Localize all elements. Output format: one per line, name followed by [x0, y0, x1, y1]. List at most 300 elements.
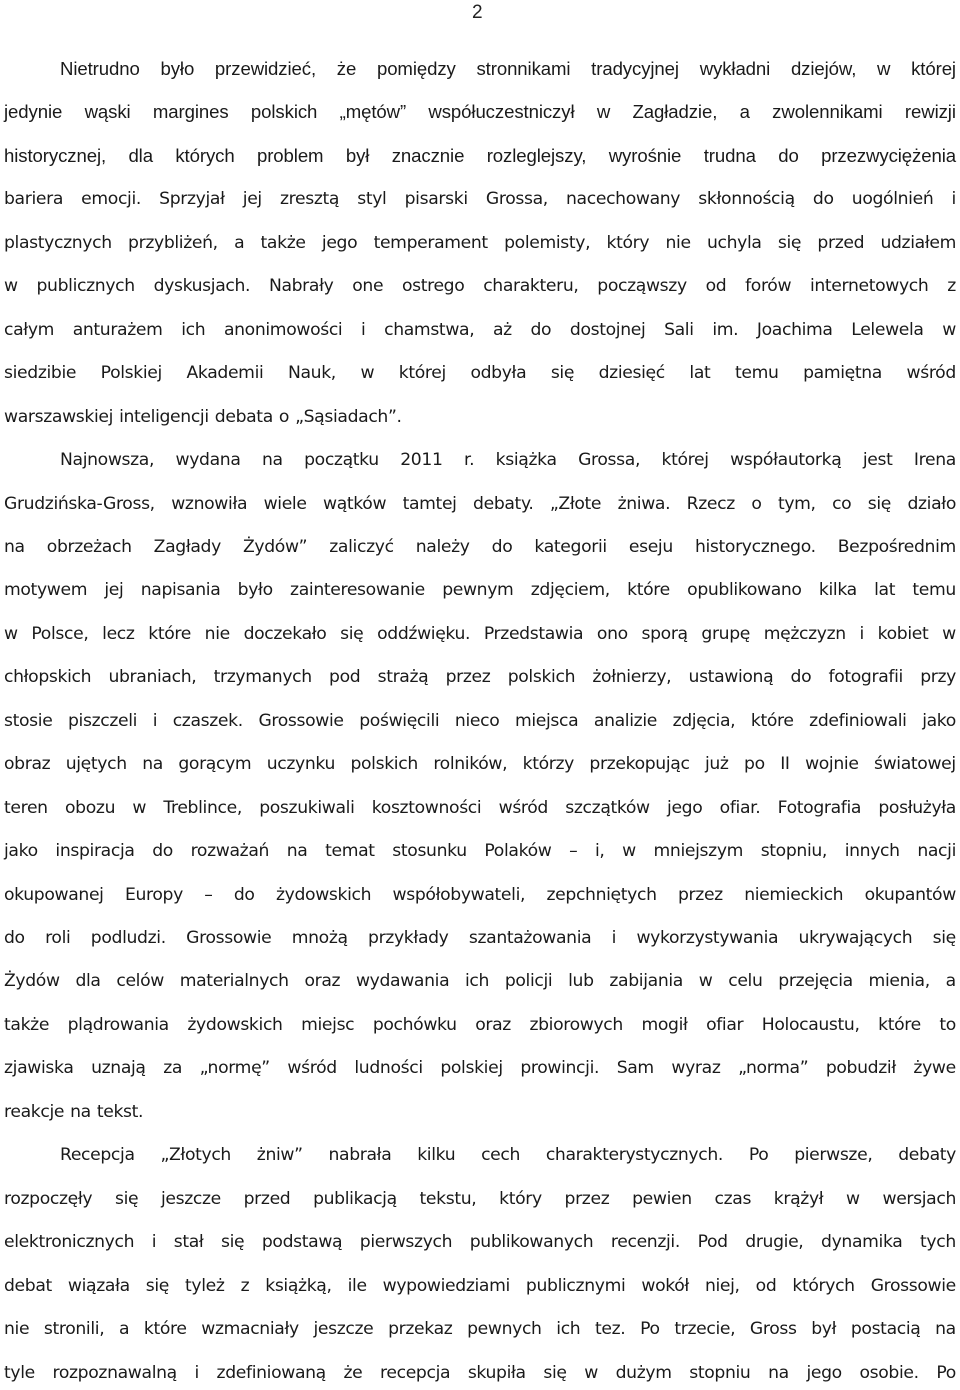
text-line — [4, 622, 956, 646]
word: obozu — [65, 797, 116, 818]
word: Holocaustu, — [761, 1014, 860, 1035]
word: tyleż — [185, 1275, 225, 1296]
page-number: 2 — [472, 2, 483, 23]
word: innych — [844, 841, 900, 862]
word: Zagładzie, — [632, 101, 718, 123]
word: jako — [4, 841, 38, 862]
word: nieco — [454, 710, 500, 731]
word: temperament — [373, 232, 488, 253]
word: temu — [912, 580, 956, 601]
word: przejęcia — [778, 971, 853, 992]
word: kosztowności — [371, 797, 482, 818]
text-line — [4, 926, 956, 950]
word: okupowanej — [4, 884, 104, 905]
word: współobywateli, — [392, 884, 526, 905]
word: charakterystycznych. — [545, 1145, 724, 1166]
word: z — [240, 1275, 250, 1296]
word: Żydów” — [242, 536, 308, 557]
word: obraz — [4, 754, 51, 775]
word: się — [867, 493, 892, 514]
word: przykłady — [368, 928, 449, 948]
word: skupiła — [467, 1362, 526, 1383]
word: zepchniętych — [546, 884, 657, 905]
word: ich — [465, 971, 490, 992]
word: 2011 — [400, 450, 443, 471]
word: zjawiska — [4, 1058, 74, 1079]
word: zdjęciem, — [530, 580, 610, 601]
word: postacią — [850, 1319, 921, 1340]
word: przez — [445, 667, 491, 688]
text-line — [4, 492, 956, 516]
text-line — [4, 839, 956, 863]
word: czas — [714, 1188, 752, 1209]
word: dziejów, — [790, 58, 857, 79]
word: piszczeli — [68, 710, 138, 731]
word: a — [118, 1319, 130, 1340]
word: Sprzyjał — [159, 189, 225, 210]
word: trudna — [703, 144, 756, 166]
word: mnożą — [291, 928, 348, 948]
word: plądrowania — [67, 1014, 169, 1035]
word: podludzi. — [90, 928, 166, 948]
word: lat — [874, 580, 896, 601]
word: w — [942, 623, 956, 644]
word: przed — [243, 1188, 291, 1209]
word: gorącym — [178, 754, 252, 775]
word: one — [352, 276, 384, 297]
word: historycznego. — [694, 536, 816, 557]
word: Europy — [124, 884, 183, 905]
word: udziałem — [880, 232, 956, 253]
word: z — [947, 276, 956, 297]
word: temu — [734, 363, 779, 384]
word: o — [751, 493, 762, 514]
word: był — [345, 144, 370, 166]
word: na — [261, 450, 283, 471]
word: pewien — [632, 1188, 692, 1209]
word: rozleglejszy, — [486, 144, 587, 166]
word: cech — [481, 1145, 521, 1166]
word: którzy — [522, 754, 574, 775]
word: trzymanych — [213, 667, 312, 688]
word: ofiar. — [719, 797, 761, 818]
word: Grudzińska-Gross, — [4, 493, 155, 514]
word: kilka — [818, 580, 857, 601]
word: celu — [728, 971, 763, 992]
word: żywe — [913, 1058, 956, 1079]
word: Zagłady — [153, 536, 221, 557]
word: w — [4, 276, 18, 297]
text-line — [60, 448, 956, 472]
word: materialnych — [179, 971, 289, 992]
word: na — [768, 1362, 789, 1383]
word: plastycznych — [4, 232, 112, 253]
word: uczynku — [266, 754, 336, 775]
word: kobiet — [877, 623, 929, 644]
word: Grossowie — [870, 1275, 956, 1296]
word: uchyla — [706, 232, 762, 253]
word: przezwyciężenia — [821, 144, 956, 166]
text-line — [4, 578, 956, 602]
word: ile — [347, 1275, 367, 1296]
word: Recepcja — [60, 1145, 135, 1166]
word: Rzecz — [686, 493, 735, 514]
word: w — [846, 1188, 860, 1209]
word: lub — [568, 971, 594, 992]
word: przekopując — [589, 754, 690, 775]
word: wątków — [323, 493, 387, 514]
word: pisarski — [404, 189, 468, 210]
word: rozpoznawalną — [52, 1362, 177, 1383]
word: było — [160, 58, 195, 79]
word: po — [744, 754, 765, 775]
word: wznowiła — [171, 493, 248, 514]
word: nie — [4, 1319, 30, 1340]
word: nacji — [917, 841, 956, 862]
word: mężczyzn — [763, 623, 846, 644]
word: które — [750, 710, 794, 731]
word: dużym — [615, 1362, 672, 1383]
word: Nabrały — [268, 276, 334, 297]
word: chamstwa, — [384, 319, 475, 340]
word: drugie, — [745, 1232, 804, 1253]
word: oddźwięku. — [377, 623, 471, 644]
text-line — [4, 1230, 956, 1254]
text-line — [4, 274, 956, 298]
word: ich — [181, 319, 206, 340]
word: jego — [806, 1362, 842, 1383]
word: wśród — [287, 1058, 337, 1079]
word: chłopskich — [4, 667, 92, 688]
word: dyskusjach. — [153, 276, 251, 297]
word: który — [606, 232, 650, 253]
word: forów — [745, 276, 792, 297]
word: ujętych — [65, 754, 127, 775]
word: lecz — [102, 623, 135, 644]
word: ustawioną — [688, 667, 774, 688]
word: krążył — [773, 1188, 824, 1209]
word: i — [611, 928, 617, 948]
word: stał — [173, 1232, 204, 1253]
word: mniejszym — [653, 841, 744, 862]
word: że — [336, 58, 357, 79]
word: internetowych — [809, 276, 929, 297]
word: które — [143, 1319, 187, 1340]
word: emocji. — [81, 189, 142, 210]
word: ono — [596, 623, 628, 644]
word: margines — [152, 101, 229, 123]
word: kilku — [417, 1145, 456, 1166]
word: tekst. — [96, 1101, 144, 1122]
text-line — [60, 1143, 956, 1167]
word: które — [878, 1014, 921, 1035]
text-line — [4, 883, 956, 907]
word: należy — [415, 536, 470, 557]
word: lat — [689, 363, 711, 384]
word: tez. — [595, 1319, 626, 1340]
word: polskich — [350, 754, 418, 775]
word: dla — [128, 144, 153, 166]
word: do — [152, 841, 173, 862]
word: zdefiniowaną — [216, 1362, 326, 1383]
word: rewizji — [904, 101, 956, 123]
word: zaliczyć — [329, 536, 394, 557]
word: strażą — [377, 667, 429, 688]
word: wypowiedziami — [382, 1275, 510, 1296]
word: dziesięć — [598, 363, 665, 384]
word: jeszcze — [160, 1188, 221, 1209]
word: elektronicznych — [4, 1232, 135, 1253]
text-line — [4, 665, 956, 689]
word: żniwa. — [617, 493, 671, 514]
word: zwolennikami — [772, 101, 883, 123]
word: w — [622, 841, 636, 862]
word: „Złote — [549, 493, 602, 514]
word: napisania — [140, 580, 221, 601]
word: jest — [862, 450, 893, 471]
word: poszukiwali — [259, 797, 355, 818]
word: rozpoczęły — [4, 1188, 93, 1209]
word: podstawą — [261, 1232, 343, 1253]
word: szczątków — [565, 797, 650, 818]
word: wydana — [175, 450, 241, 471]
word: zdefiniowali — [809, 710, 907, 731]
word: które — [627, 580, 670, 601]
word: Po — [748, 1145, 769, 1166]
word: w — [877, 58, 891, 79]
word: nie — [665, 232, 691, 253]
word: na — [935, 1319, 956, 1340]
word: zbiorowych — [529, 1014, 623, 1035]
word: – — [569, 841, 578, 862]
word: tych — [920, 1232, 956, 1253]
word: miejsca — [514, 710, 579, 731]
word: Irena — [913, 450, 956, 471]
word: było — [237, 580, 273, 601]
word: Nauk, — [287, 363, 336, 384]
word: które — [148, 623, 191, 644]
word: ludności — [354, 1058, 423, 1079]
word: żołnierzy, — [592, 667, 672, 688]
word: roli — [45, 928, 71, 948]
word: Nietrudno — [60, 58, 140, 79]
word: począwszy — [597, 276, 687, 297]
word: się — [932, 928, 956, 948]
word: się — [340, 623, 364, 644]
word: pomiędzy — [376, 58, 456, 79]
word: jej — [242, 189, 262, 210]
word: uznają — [91, 1058, 146, 1079]
word: się — [777, 232, 802, 253]
word: Polaków — [484, 841, 552, 862]
word: przewidzieć, — [214, 58, 317, 79]
word: wyrośnie — [608, 144, 682, 166]
word: Pod — [697, 1232, 728, 1253]
word: zabijania — [609, 971, 683, 992]
word: przekaz — [388, 1319, 453, 1340]
word: w — [584, 1362, 598, 1383]
word: współautorką — [730, 450, 842, 471]
text-line — [4, 709, 956, 733]
word: w — [132, 797, 147, 818]
word: inteligencji — [119, 406, 209, 427]
word: tym, — [777, 493, 816, 514]
word: sporą — [641, 623, 688, 644]
word: dostojnej — [569, 319, 646, 340]
word: wśród — [906, 363, 956, 384]
word: Sam — [616, 1058, 654, 1079]
word: anturażem — [72, 319, 163, 340]
word: że — [343, 1362, 363, 1383]
text-line — [4, 1361, 956, 1385]
word: pewnym — [442, 580, 514, 601]
word: „normę” — [199, 1058, 270, 1079]
word: aż — [492, 319, 512, 340]
word: i — [152, 710, 158, 731]
text-line — [4, 1274, 956, 1298]
word: i, — [594, 841, 605, 862]
word: Polskiej — [100, 363, 162, 384]
text-line — [4, 796, 956, 820]
word: także — [4, 1014, 50, 1035]
word: w — [596, 101, 611, 123]
word: debaty — [898, 1145, 956, 1166]
word: inspiracja — [55, 841, 135, 862]
word: pobudził — [825, 1058, 896, 1079]
word: Po — [640, 1319, 660, 1340]
word: jego — [321, 232, 358, 253]
text-line — [4, 752, 956, 776]
text-line — [60, 57, 956, 81]
word: polskiej — [440, 1058, 503, 1079]
text-line — [4, 535, 956, 559]
word: od — [755, 1275, 777, 1296]
word: nacechowany — [566, 189, 681, 210]
text-line — [4, 361, 956, 385]
word: publikowanych — [469, 1232, 594, 1253]
word: polskich — [250, 101, 318, 123]
word: „Sąsiadach”. — [295, 406, 402, 427]
word: debata — [214, 406, 273, 427]
word: Akademii — [186, 363, 264, 384]
text-line — [4, 1187, 956, 1211]
word: Grossowie — [258, 710, 344, 731]
word: styl — [357, 189, 387, 210]
word: im. — [712, 319, 739, 340]
word: reakcje — [4, 1101, 65, 1122]
text-line — [4, 969, 956, 993]
word: także — [260, 232, 306, 253]
word: odbyła — [470, 363, 527, 384]
word: w — [4, 623, 18, 644]
word: wykorzystywania — [636, 928, 779, 948]
word: której — [398, 363, 446, 384]
text-line — [4, 231, 956, 255]
word: do — [790, 667, 812, 688]
word: których — [175, 144, 235, 166]
word: przed — [817, 232, 865, 253]
word: niemieckich — [744, 884, 844, 905]
word: na — [142, 754, 163, 775]
word: Przedstawia — [483, 623, 584, 644]
word: mienia, — [868, 971, 930, 992]
word: i — [859, 623, 864, 644]
word: osobie. — [859, 1362, 919, 1383]
word: historycznej, — [4, 144, 107, 166]
word: Joachima — [756, 319, 833, 340]
word: opublikowano — [687, 580, 802, 601]
word: bariera — [4, 189, 64, 210]
text-line — [4, 318, 956, 342]
word: problem — [256, 144, 324, 166]
word: których — [792, 1275, 855, 1296]
word: był — [811, 1319, 837, 1340]
word: recepcja — [380, 1362, 451, 1383]
word: się — [543, 1362, 567, 1383]
word: wokół — [641, 1275, 689, 1296]
text-line — [4, 187, 956, 211]
text-line — [4, 1056, 956, 1080]
word: współuczestniczył — [428, 101, 575, 123]
word: oraz — [475, 1014, 511, 1035]
word: przybliżeń, — [128, 232, 218, 253]
word: tradycyjnej — [591, 58, 679, 79]
word: rolników, — [433, 754, 508, 775]
word: początku — [304, 450, 379, 471]
word: stosie — [4, 710, 53, 731]
word: pod — [329, 667, 361, 688]
word: na — [70, 1101, 91, 1122]
word: polemisty, — [504, 232, 591, 253]
word: publicznych — [36, 276, 135, 297]
word: pierwsze, — [794, 1145, 873, 1166]
word: wersjach — [882, 1188, 956, 1209]
word: wydawania — [355, 971, 450, 992]
word: zdjęcia, — [672, 710, 736, 731]
word: oraz — [304, 971, 341, 992]
word: grupę — [701, 623, 751, 644]
word: wojnie — [805, 754, 859, 775]
word: „Złotych — [160, 1145, 231, 1166]
word: do — [812, 189, 834, 210]
word: który — [499, 1188, 542, 1209]
word: wyraz — [671, 1058, 721, 1079]
word: Grossa, — [578, 450, 641, 471]
word: wzmacniały — [201, 1319, 299, 1340]
word: na — [286, 841, 308, 862]
word: jej — [104, 580, 124, 601]
word: Bezpośrednim — [837, 536, 956, 557]
word: się — [550, 363, 575, 384]
word: wiązała — [67, 1275, 130, 1296]
word: jego — [667, 797, 703, 818]
word: Żydów — [4, 971, 60, 992]
word: żydowskich — [187, 1014, 283, 1035]
word: pewnych — [467, 1319, 542, 1340]
word: Gross — [749, 1319, 797, 1340]
word: za — [163, 1058, 183, 1079]
word: debat — [4, 1275, 52, 1296]
word: wśród — [498, 797, 548, 818]
word: pierwszych — [359, 1232, 453, 1253]
word: trzecie, — [674, 1319, 736, 1340]
word: tamtej — [402, 493, 457, 514]
word: miejsc — [301, 1014, 355, 1035]
word: anonimowości — [223, 319, 343, 340]
text-line — [4, 1100, 956, 1124]
word: dla — [75, 971, 101, 992]
word: do — [233, 884, 255, 905]
